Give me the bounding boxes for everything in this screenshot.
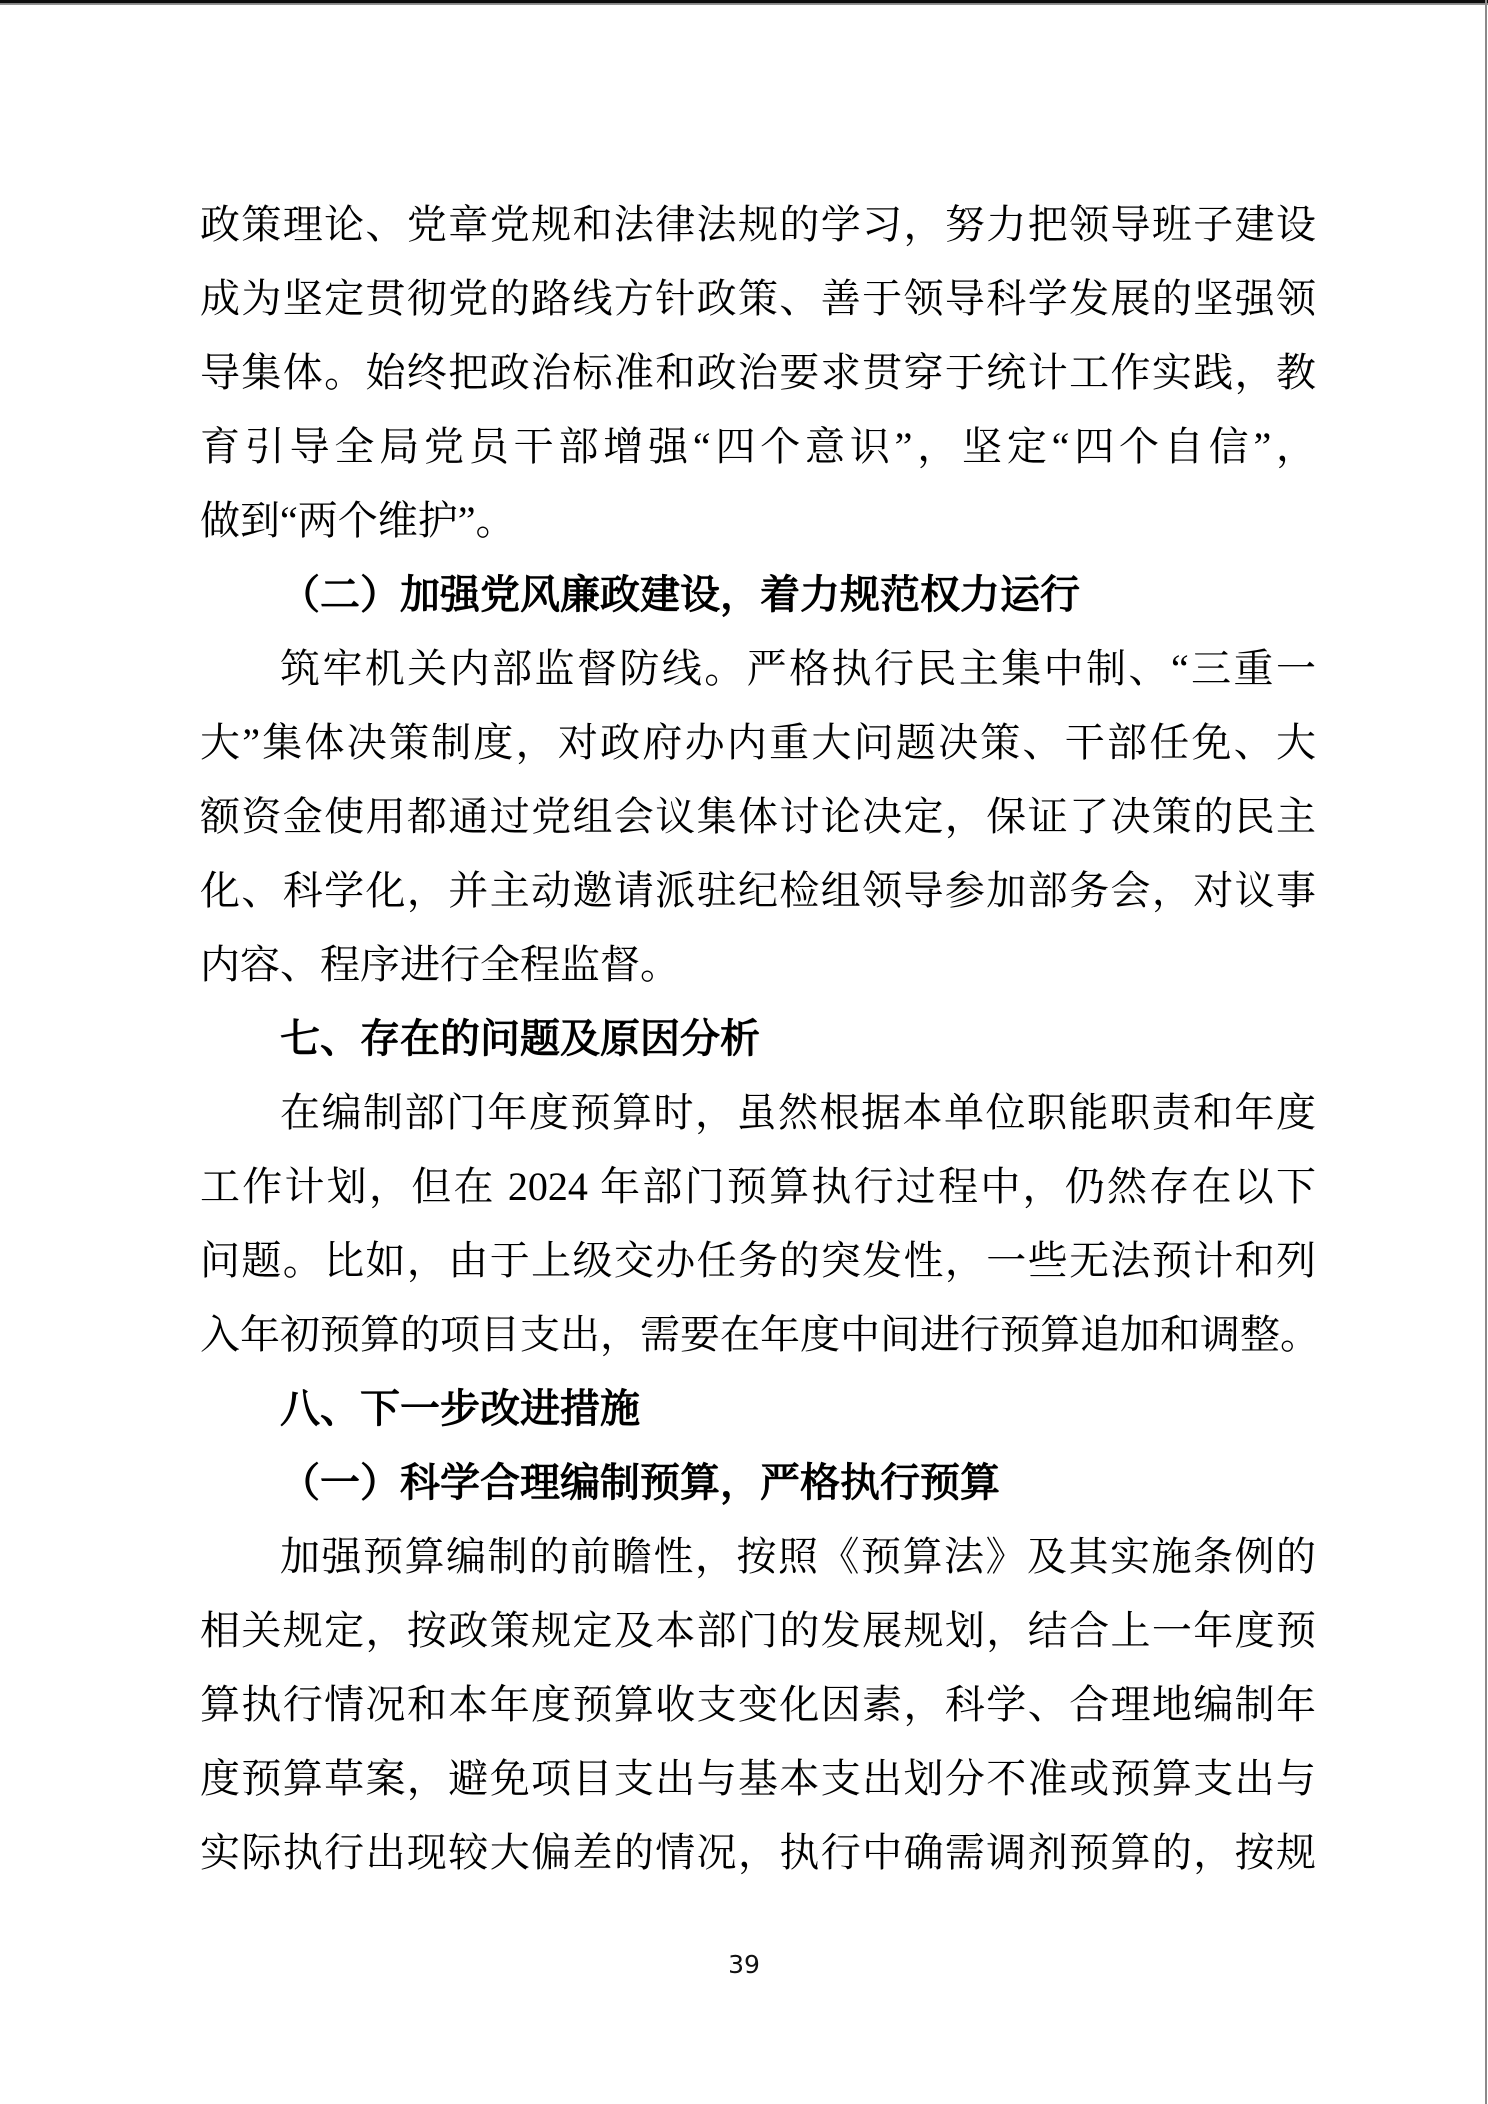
body-line: 大”集体决策制度，对政府办内重大问题决策、干部任免、大 bbox=[200, 720, 1316, 765]
body-line: 工作计划，但在 2024 年部门预算执行过程中，仍然存在以下 bbox=[200, 1164, 1316, 1209]
body-line: 在编制部门年度预算时，虽然根据本单位职能职责和年度 bbox=[280, 1090, 1316, 1135]
body-line: 内容、程序进行全程监督。 bbox=[200, 942, 680, 987]
page-right-edge-line bbox=[1485, 0, 1487, 2104]
body-line: 实际执行出现较大偏差的情况，执行中确需调剂预算的，按规 bbox=[200, 1830, 1316, 1875]
body-line: 导集体。始终把政治标准和政治要求贯穿于统计工作实践，教 bbox=[200, 350, 1316, 395]
page-number: 39 bbox=[728, 1950, 760, 1979]
page-top-edge-line bbox=[0, 0, 1488, 5]
sub-heading: （二）加强党风廉政建设，着力规范权力运行 bbox=[280, 572, 1080, 617]
body-line: 做到“两个维护”。 bbox=[200, 498, 516, 543]
body-line: 政策理论、党章党规和法律法规的学习，努力把领导班子建设 bbox=[200, 202, 1316, 247]
body-line: 入年初预算的项目支出，需要在年度中间进行预算追加和调整。 bbox=[200, 1312, 1320, 1357]
body-line: 加强预算编制的前瞻性，按照《预算法》及其实施条例的 bbox=[280, 1534, 1316, 1579]
body-line: 相关规定，按政策规定及本部门的发展规划，结合上一年度预 bbox=[200, 1608, 1316, 1653]
section-heading: 七、存在的问题及原因分析 bbox=[280, 1017, 760, 1061]
body-line: 问题。比如，由于上级交办任务的突发性，一些无法预计和列 bbox=[200, 1238, 1316, 1283]
text-block bbox=[200, 188, 1320, 1890]
body-line: 度预算草案，避免项目支出与基本支出划分不准或预算支出与 bbox=[200, 1756, 1316, 1801]
body-line: 筑牢机关内部监督防线。严格执行民主集中制、“三重一 bbox=[280, 646, 1316, 691]
body-line: 化、科学化，并主动邀请派驻纪检组领导参加部务会，对议事 bbox=[200, 868, 1316, 913]
body-line: 额资金使用都通过党组会议集体讨论决定，保证了决策的民主 bbox=[200, 794, 1316, 839]
sub-heading: （一）科学合理编制预算，严格执行预算 bbox=[280, 1460, 1000, 1505]
body-line: 成为坚定贯彻党的路线方针政策、善于领导科学发展的坚强领 bbox=[200, 276, 1316, 321]
body-line: 育引导全局党员干部增强“四个意识”，坚定“四个自信”， bbox=[200, 424, 1316, 469]
body-line: 算执行情况和本年度预算收支变化因素，科学、合理地编制年 bbox=[200, 1682, 1316, 1727]
section-heading: 八、下一步改进措施 bbox=[280, 1387, 640, 1431]
